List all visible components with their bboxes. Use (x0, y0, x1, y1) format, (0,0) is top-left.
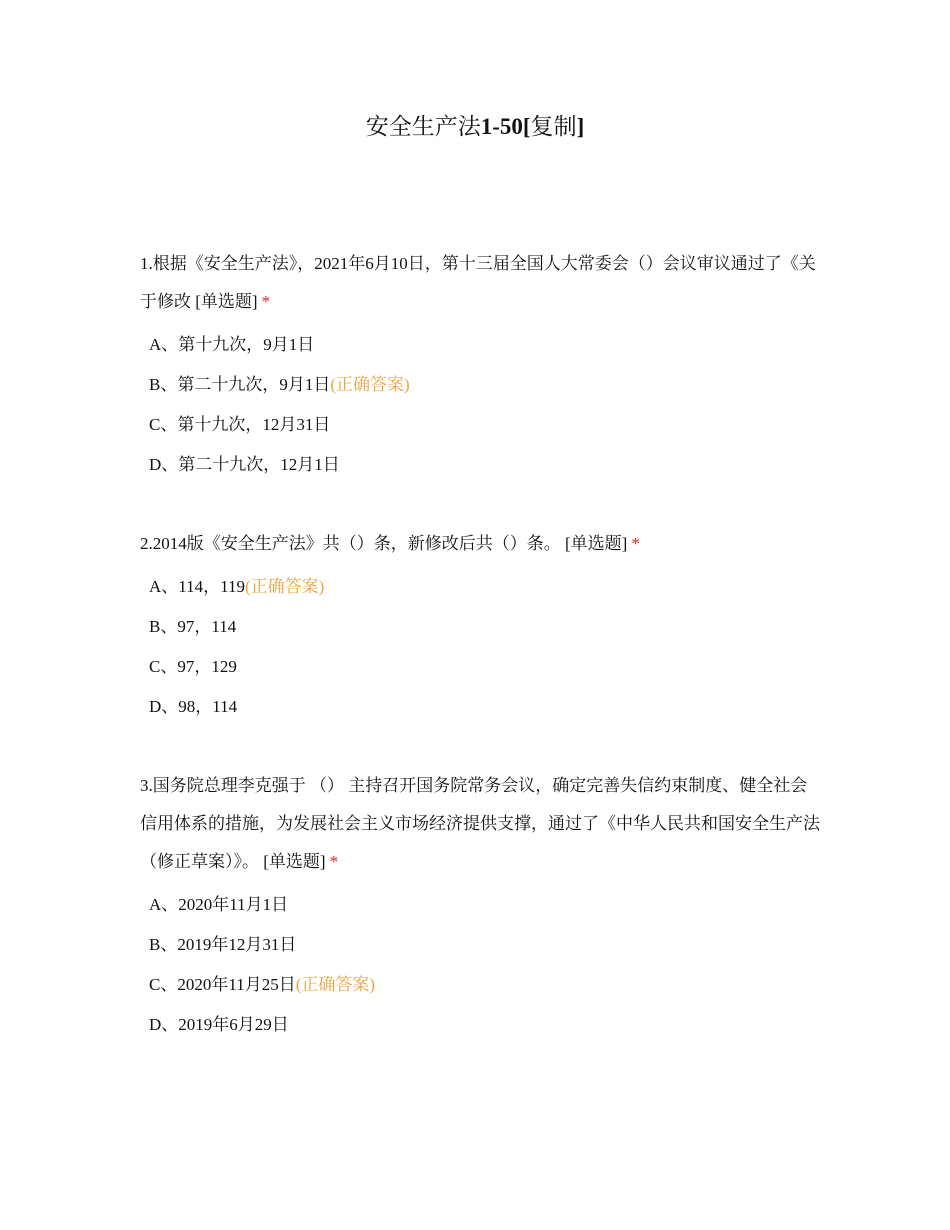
option-list (140, 567, 820, 727)
option-list (140, 885, 820, 1045)
page-title (0, 110, 950, 144)
option-d[interactable]: D、98，114 (149, 697, 238, 716)
option-d[interactable]: D、第二十九次，12月1日 (149, 455, 340, 474)
title-number: 1-50[ (480, 114, 531, 139)
option-b[interactable]: B、2019年12月31日 (149, 935, 297, 954)
option-a[interactable]: A、2020年11月1日 (149, 895, 289, 914)
option-a[interactable]: A、第十九次，9月1日 (149, 335, 315, 354)
title-prefix: 安全生产法 (365, 114, 481, 139)
option-c[interactable]: C、第十九次，12月31日 (149, 415, 331, 434)
correct-answer-tag: (正确答案) (330, 375, 410, 394)
option-c[interactable]: C、2020年11月25日(正确答案) (149, 975, 376, 994)
title-middle: 复制 (530, 114, 577, 139)
title-suffix: ] (576, 114, 585, 139)
correct-answer-tag: (正确答案) (245, 577, 325, 596)
option-a[interactable]: A、114，119(正确答案) (149, 577, 325, 596)
correct-answer-tag: (正确答案) (295, 975, 376, 994)
question-3 (140, 767, 820, 1045)
question-1 (140, 245, 820, 485)
option-list (140, 325, 820, 485)
question-2 (140, 525, 820, 727)
question-text: 1.根据《安全生产法》，2021年6月10日，第十三届全国人大常委会（）会议审议通过了《关于修改 [单选题] * (140, 254, 816, 311)
question-text: 3.国务院总理李克强于 （） 主持召开国务院常务会议，确定完善失信约束制度、健全社会信用体系的措施，为发展社会主义市场经济提供支撑，通过了《中华人民共和国安全生产法（修正草案）》。 [单选题] * (140, 776, 820, 871)
option-b[interactable]: B、第二十九次，9月1日(正确答案) (149, 375, 410, 394)
required-mark: * (261, 292, 271, 311)
required-mark: * (631, 534, 640, 553)
option-d[interactable]: D、2019年6月29日 (149, 1015, 289, 1034)
question-text: 2.2014版《安全生产法》共（）条，新修改后共（）条。 [单选题] * (140, 534, 640, 553)
option-b[interactable]: B、97，114 (149, 617, 237, 636)
option-c[interactable]: C、97，129 (149, 657, 237, 676)
required-mark: * (329, 852, 339, 871)
